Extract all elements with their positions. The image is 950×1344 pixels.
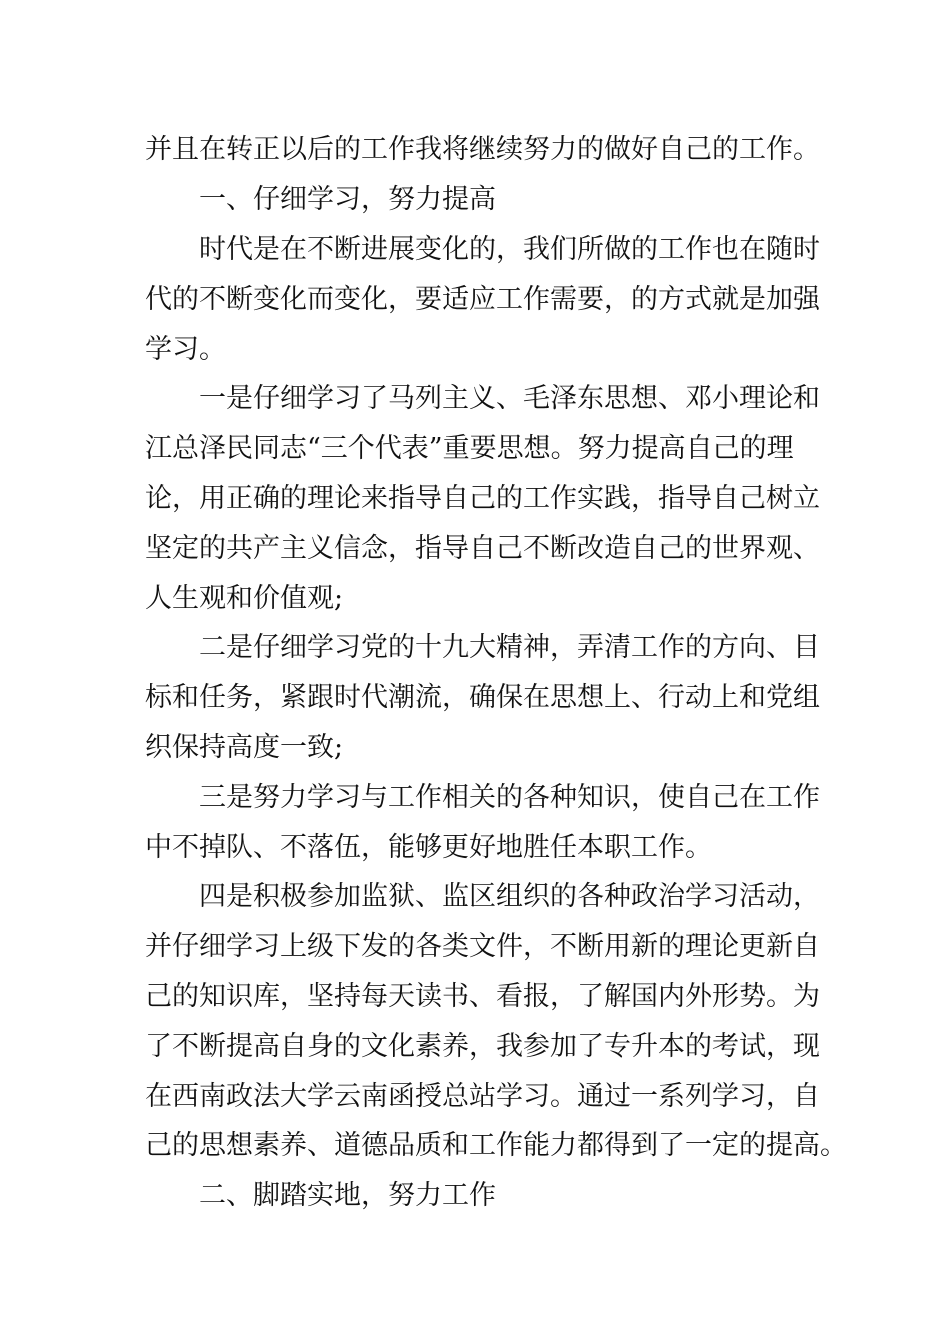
paragraph-line: 时代是在不断进展变化的，我们所做的工作也在随时 bbox=[199, 234, 820, 265]
paragraph-line: 并仔细学习上级下发的各类文件，不断用新的理论更新自 bbox=[145, 931, 820, 962]
paragraph-line: 四是积极参加监狱、监区组织的各种政治学习活动， bbox=[199, 881, 820, 912]
paragraph-line: 己的知识库，坚持每天读书、看报，了解国内外形势。为 bbox=[145, 981, 820, 1012]
paragraph-line: 并且在转正以后的工作我将继续努力的做好自己的工作。 bbox=[145, 134, 820, 165]
paragraph-line: 织保持高度一致; bbox=[145, 732, 344, 763]
paragraph-line: 一是仔细学习了马列主义、毛泽东思想、邓小理论和 bbox=[199, 383, 820, 414]
paragraph-line: 了不断提高自身的文化素养，我参加了专升本的考试，现 bbox=[145, 1031, 820, 1062]
section-heading: 二、脚踏实地，努力工作 bbox=[199, 1180, 496, 1211]
section-heading: 一、仔细学习，努力提高 bbox=[199, 184, 496, 215]
paragraph-line: 人生观和价值观; bbox=[145, 583, 344, 614]
paragraph-line: 二是仔细学习党的十九大精神，弄清工作的方向、目 bbox=[199, 632, 820, 663]
paragraph-line: 标和任务，紧跟时代潮流，确保在思想上、行动上和党组 bbox=[145, 682, 820, 713]
paragraph-line: 论，用正确的理论来指导自己的工作实践，指导自己树立 bbox=[145, 483, 820, 514]
paragraph-line: 中不掉队、不落伍，能够更好地胜任本职工作。 bbox=[145, 832, 712, 863]
paragraph-line: 在西南政法大学云南函授总站学习。通过一系列学习，自 bbox=[145, 1081, 820, 1112]
paragraph-line: 己的思想素养、道德品质和工作能力都得到了一定的提高。 bbox=[145, 1130, 847, 1161]
paragraph-line: 三是努力学习与工作相关的各种知识，使自己在工作 bbox=[199, 782, 820, 813]
paragraph-line: 江总泽民同志“三个代表”重要思想。努力提高自己的理 bbox=[145, 433, 794, 464]
paragraph-line: 学习。 bbox=[145, 334, 226, 365]
paragraph-line: 代的不断变化而变化，要适应工作需要，的方式就是加强 bbox=[145, 284, 820, 315]
paragraph-line: 坚定的共产主义信念，指导自己不断改造自己的世界观、 bbox=[145, 533, 820, 564]
